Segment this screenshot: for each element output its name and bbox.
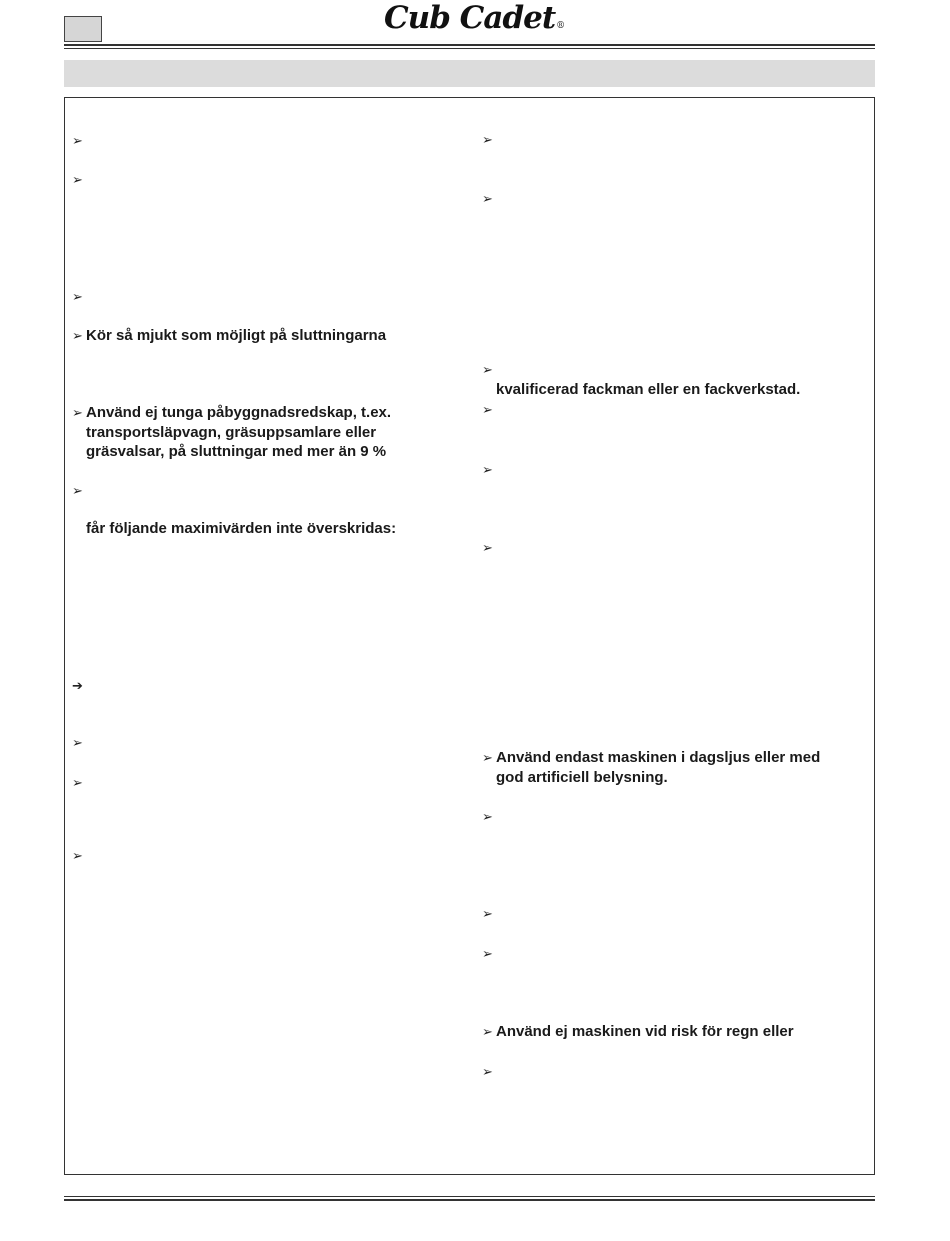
arrowhead-bullet-icon: ➢ — [72, 172, 83, 187]
arrowhead-bullet-icon: ➢ — [482, 946, 493, 961]
arrowhead-bullet-icon: ➢ — [482, 132, 493, 147]
arrowhead-bullet-icon: ➢ — [482, 809, 493, 824]
arrowhead-bullet-icon: ➢ — [482, 750, 493, 765]
arrowhead-bullet-icon: ➢ — [72, 289, 83, 304]
arrowhead-bullet-icon: ➢ — [72, 328, 83, 343]
bullet-text-line-1: Använd ej tunga påbyggnadsredskap, t.ex. — [86, 404, 392, 421]
arrowhead-bullet-icon: ➢ — [482, 1024, 493, 1039]
bullet-text-line-2: transportsläpvagn, gräsuppsamlare eller — [86, 423, 377, 441]
bullet-text-line-2: god artificiell belysning. — [496, 768, 668, 786]
arrowhead-bullet-icon: ➢ — [482, 402, 493, 417]
arrowhead-bullet-icon: ➢ — [482, 906, 493, 921]
arrowhead-bullet-icon: ➢ — [482, 1064, 493, 1079]
arrowhead-bullet-icon: ➢ — [482, 191, 493, 206]
arrowhead-bullet-icon: ➢ — [72, 483, 83, 498]
bullet-text: Använd ej maskinen vid risk för regn eller — [496, 1023, 794, 1040]
arrowhead-bullet-icon: ➢ — [482, 362, 493, 377]
page-number-box — [64, 16, 102, 42]
arrowhead-bullet-icon: ➢ — [72, 848, 83, 863]
arrowhead-bullet-icon: ➢ — [72, 405, 83, 420]
right-continuation-text: kvalificerad fackman eller en fackverkstad. — [496, 381, 801, 398]
footer-rule-thin — [64, 1196, 875, 1197]
cub-cadet-logo — [384, 1, 564, 35]
arrowhead-bullet-icon: ➢ — [482, 540, 493, 555]
registered-mark: ® — [556, 21, 565, 31]
section-title-bar — [64, 60, 875, 87]
footer-rule-thick — [64, 1199, 875, 1201]
right-arrow-icon: ➔ — [72, 678, 83, 693]
header-rule-thin — [64, 48, 875, 49]
arrowhead-bullet-icon: ➢ — [72, 133, 83, 148]
arrowhead-bullet-icon: ➢ — [482, 462, 493, 477]
left-continuation-text: får följande maximivärden inte överskridas: — [86, 520, 397, 537]
bullet-text: Kör så mjukt som möjligt på sluttningarna — [86, 327, 387, 344]
content-frame — [64, 97, 875, 1175]
header-rule-thick — [64, 44, 875, 46]
arrowhead-bullet-icon: ➢ — [72, 735, 83, 750]
bullet-text-line-1: Använd endast maskinen i dagsljus eller med — [496, 749, 821, 766]
arrowhead-bullet-icon: ➢ — [72, 775, 83, 790]
logo-text: Cub Cadet — [384, 0, 556, 36]
bullet-text-line-3: gräsvalsar, på sluttningar med mer än 9 % — [86, 443, 387, 460]
